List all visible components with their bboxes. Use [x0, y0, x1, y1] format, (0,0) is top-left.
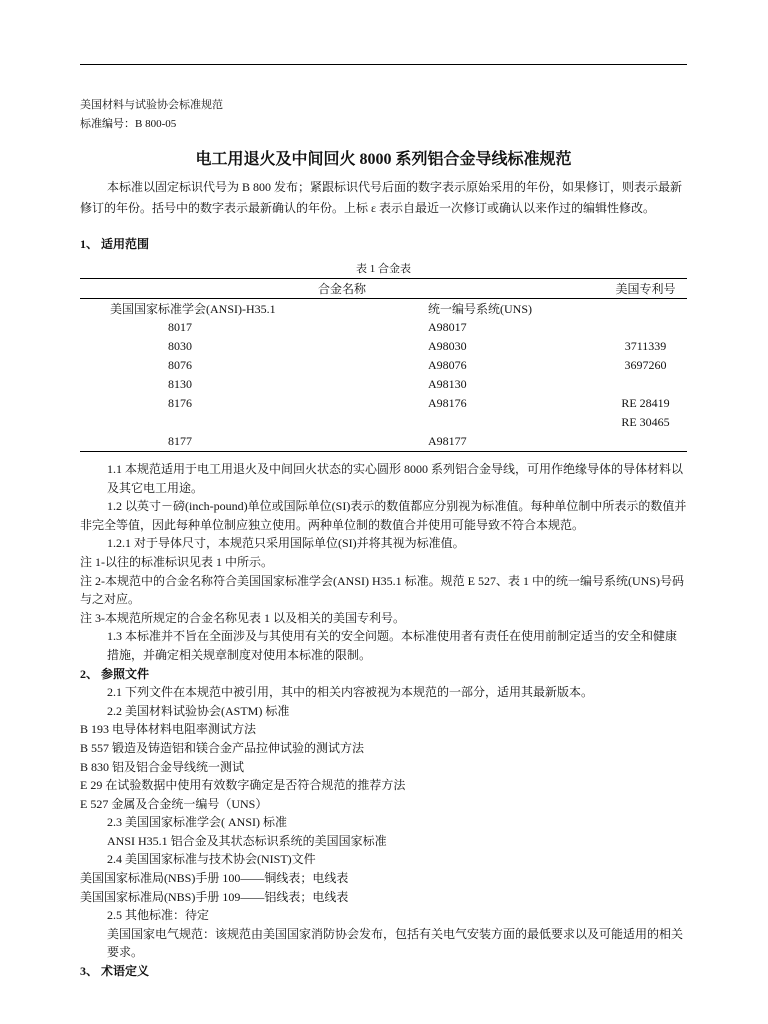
body-line: B 557 锻造及铸造铝和镁合金产品拉伸试验的测试方法	[80, 740, 365, 755]
body-line: ANSI H35.1 铝合金及其状态标识系统的美国国家标准	[107, 833, 387, 848]
body-line: 注 1-以往的标准标识见表 1 中所示。	[80, 554, 273, 569]
alloy-designation-cell	[80, 413, 428, 432]
table-row	[80, 337, 687, 356]
uns-cell: 统一编号系统(UNS)	[428, 302, 532, 316]
patent-cell: 3711339	[624, 339, 667, 353]
alloy-designation-cell: 8030	[168, 339, 192, 353]
body-line: 美国国家标准局(NBS)手册 100——铜线表；电线表	[80, 871, 349, 886]
body-line: 2.1 下列文件在本规范中被引用，其中的相关内容被视为本规范的一部分，适用其最新版本。	[107, 685, 594, 700]
body-line: 1.2.1 对于导体尺寸，本规范只采用国际单位(SI)并将其视为标准值。	[107, 536, 465, 551]
patent-cell	[604, 375, 687, 394]
alloy-table	[80, 278, 687, 452]
table-header-patent: 美国专利号	[604, 279, 687, 299]
body-line: 2.4 美国国家标准与技术协会(NIST)文件	[107, 852, 316, 867]
alloy-designation-cell: 8130	[168, 377, 192, 391]
document-title: 电工用退火及中间回火 8000 系列铝合金导线标准规范	[195, 151, 572, 168]
alloy-designation-cell: 8177	[80, 432, 428, 452]
body-line: E 29 在试验数据中使用有效数字确定是否符合规范的推荐方法	[80, 778, 406, 793]
intro-paragraph: 本标准以固定标识代号为 B 800 发布；紧跟标识代号后面的数字表示原始采用的年份，如果修订，则表示最新修订的年份。括号中的数字表示最新确认的年份。上标 ε 表示自最近一次修订或确认以来作过的编辑性修改。	[80, 180, 683, 215]
alloy-designation-cell: 8017	[168, 320, 192, 334]
section-heading: 3、 术语定义	[80, 964, 150, 979]
alloy-designation-cell: 美国国家标准学会(ANSI)-H35.1	[110, 302, 276, 316]
section-1-heading: 1、 适用范围	[80, 237, 150, 251]
uns-cell	[428, 413, 604, 432]
table-row	[80, 394, 687, 413]
body-line: 注 2-本规范中的合金名称符合美国国家标准学会(ANSI) H35.1 标准。规范 E 527、表 1 中的统一编号系统(UNS)号码与之对应。	[80, 573, 684, 607]
header-line-1: 美国材料与试验协会标准规范	[80, 99, 223, 111]
table-row	[80, 356, 687, 375]
table-row	[80, 375, 687, 394]
top-rule	[80, 64, 687, 65]
body-line: B 193 电导体材料电阻率测试方法	[80, 722, 257, 737]
uns-cell: A98076	[428, 358, 467, 372]
table-row	[80, 299, 687, 319]
body-line: E 527 金属及合金统一编号（UNS）	[80, 796, 268, 811]
uns-cell: A98017	[428, 320, 467, 334]
body-line: 美国国家标准局(NBS)手册 109——铝线表；电线表	[80, 889, 349, 904]
patent-cell: RE 30465	[621, 415, 670, 429]
body-line: 2.3 美国国家标准学会( ANSI) 标准	[107, 815, 287, 830]
patent-cell: 3697260	[624, 358, 667, 372]
body-text	[80, 460, 687, 981]
table-row	[80, 318, 687, 337]
patent-cell	[604, 432, 687, 452]
body-line: 1.2 以英寸－磅(inch-pound)单位或国际单位(SI)表示的数值都应分别视为标准值。每种单位制中所表示的数值并非完全等值，因此每种单位制应独立使用。两种单位制的数值合并使用可能导致不符合本规范。	[80, 499, 687, 532]
uns-cell: A98130	[428, 377, 467, 391]
uns-cell: A98030	[428, 339, 467, 353]
table-caption: 表 1 合金表	[356, 263, 411, 275]
alloy-designation-cell: 8076	[168, 358, 192, 372]
section-heading: 2、 参照文件	[80, 666, 150, 681]
patent-cell: RE 28419	[621, 396, 670, 410]
uns-cell: A98176	[428, 396, 467, 410]
patent-cell	[604, 318, 687, 337]
table-row	[80, 413, 687, 432]
document-page	[80, 96, 687, 981]
alloy-designation-cell: 8176	[168, 396, 192, 410]
header-line-2: 标准编号：B 800-05	[80, 118, 177, 130]
body-line: 1.3 本标准并不旨在全面涉及与其使用有关的安全问题。本标准使用者有责任在使用前制定适当的安全和健康措施，并确定相关规章制度对使用本标准的限制。	[107, 629, 678, 662]
patent-cell	[604, 299, 687, 319]
body-line: 1.1 本规范适用于电工用退火及中间回火状态的实心圆形 8000 系列铝合金导线，可用作绝缘导体的导体材料以及其它电工用途。	[107, 462, 684, 495]
table-row	[80, 432, 687, 452]
body-line: 注 3-本规范所规定的合金名称见表 1 以及相关的美国专利号。	[80, 610, 405, 625]
body-line: 2.2 美国材料试验协会(ASTM) 标准	[107, 703, 290, 718]
body-line: B 830 铝及铝合金导线统一测试	[80, 759, 245, 774]
body-line: 美国国家电气规范：该规范由美国国家消防协会发布，包括有关电气安装方面的最低要求以及可能适用的相关要求。	[107, 926, 684, 960]
body-line: 2.5 其他标准：待定	[107, 908, 210, 923]
uns-cell: A98177	[428, 432, 604, 452]
table-header-alloy: 合金名称	[80, 279, 604, 299]
